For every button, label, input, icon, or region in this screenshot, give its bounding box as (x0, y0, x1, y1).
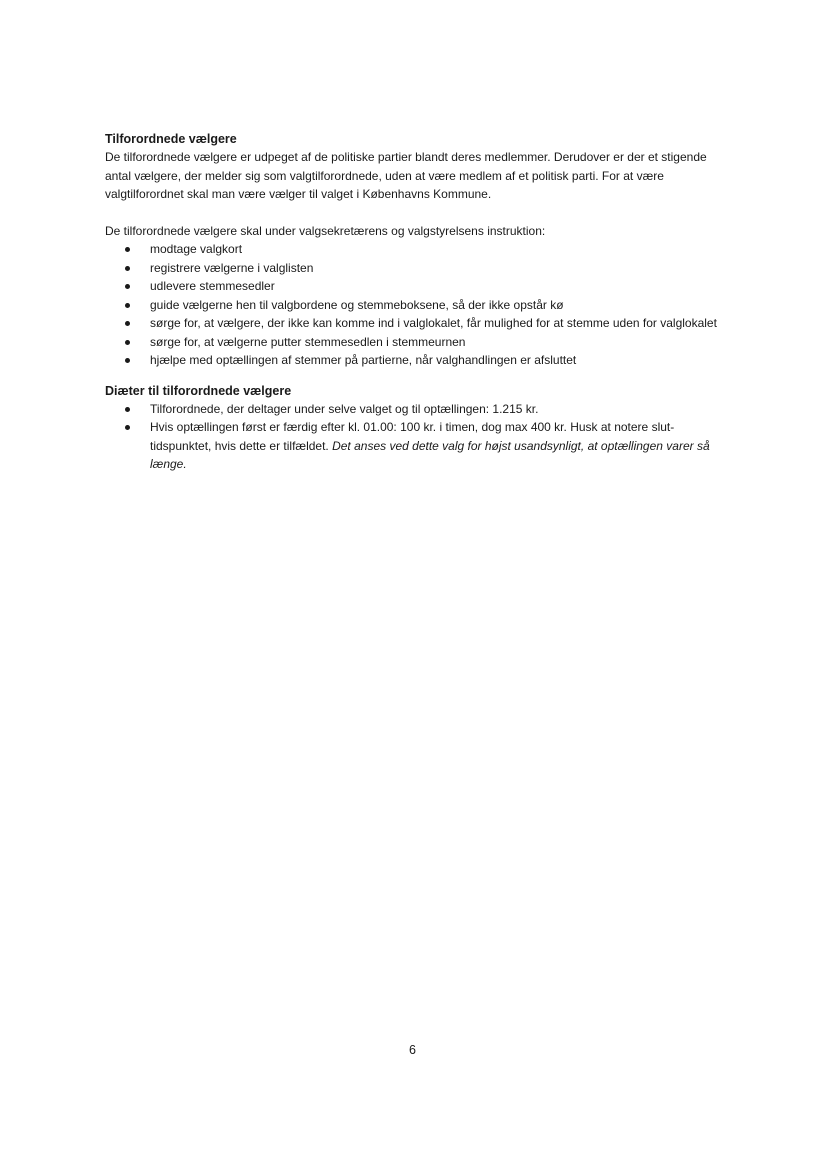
list-item (105, 314, 730, 333)
list-item (105, 259, 730, 278)
bullet-icon (125, 284, 130, 289)
intro-paragraph: De tilforordnede vælgere er udpeget af de politiske partier blandt deres medlemmer. Derudover er der et stigende antal vælgere, der melder sig som valgtilforordnede, uden at være medlem af et politisk parti. For at være valgtilforordnet skal man være vælger til valget i Københavns Kommune. (105, 150, 707, 201)
list-item (105, 240, 730, 259)
list-item (105, 333, 730, 352)
spacer (105, 370, 730, 382)
list-item (105, 418, 730, 474)
diaeter-list (105, 400, 730, 474)
bullet-icon (125, 358, 130, 363)
bullet-icon (125, 321, 130, 326)
bullet-icon (125, 340, 130, 345)
bullet-icon (125, 266, 130, 271)
bullet-icon (125, 407, 130, 412)
list-item-text: sørge for, at vælgere, der ikke kan komme ind i valglokalet, får mulighed for at stemme uden for valglokalet (150, 316, 717, 330)
list-item-text: sørge for, at vælgerne putter stemmesedlen i stemmeurnen (150, 334, 466, 349)
list-item-text: Hvis optællingen først er færdig efter kl. 01.00: 100 kr. i timen, dog max 400 kr. Husk at notere slut-tidspunktet, hvis dette er tilfældet. (150, 420, 675, 453)
list-item-italic-note: Det anses ved dette valg for højst usandsynligt, at optællingen varer så længe. (150, 438, 710, 471)
section-heading-tilforordnede: Tilforordnede vælgere (105, 132, 237, 146)
list-item-text: modtage valgkort (150, 242, 243, 256)
list-item-text: udlevere stemmesedler (150, 279, 275, 293)
list-item-text: registrere vælgerne i valglisten (150, 260, 314, 275)
list-item-text: guide vælgerne hen til valgbordene og stemmeboksene, så der ikke opstår kø (150, 297, 564, 312)
list-item (105, 351, 730, 370)
list-item-text: hjælpe med optællingen af stemmer på partierne, når valghandlingen er afsluttet (150, 353, 577, 367)
bullet-icon (125, 247, 130, 252)
bullet-icon (125, 425, 130, 430)
duties-list (105, 240, 730, 370)
list-item (105, 400, 730, 419)
page-number: 6 (409, 1043, 416, 1057)
list-item (105, 277, 730, 296)
spacer (105, 204, 730, 222)
list-item (105, 296, 730, 315)
instruction-paragraph: De tilforordnede vælgere skal under valgsekretærens og valgstyrelsens instruktion: (105, 223, 546, 238)
bullet-icon (125, 303, 130, 308)
page-content (105, 130, 730, 474)
section-heading-diaeter: Diæter til tilforordnede vælgere (105, 383, 292, 398)
list-item-text: Tilforordnede, der deltager under selve valget og til optællingen: 1.215 kr. (150, 401, 539, 416)
